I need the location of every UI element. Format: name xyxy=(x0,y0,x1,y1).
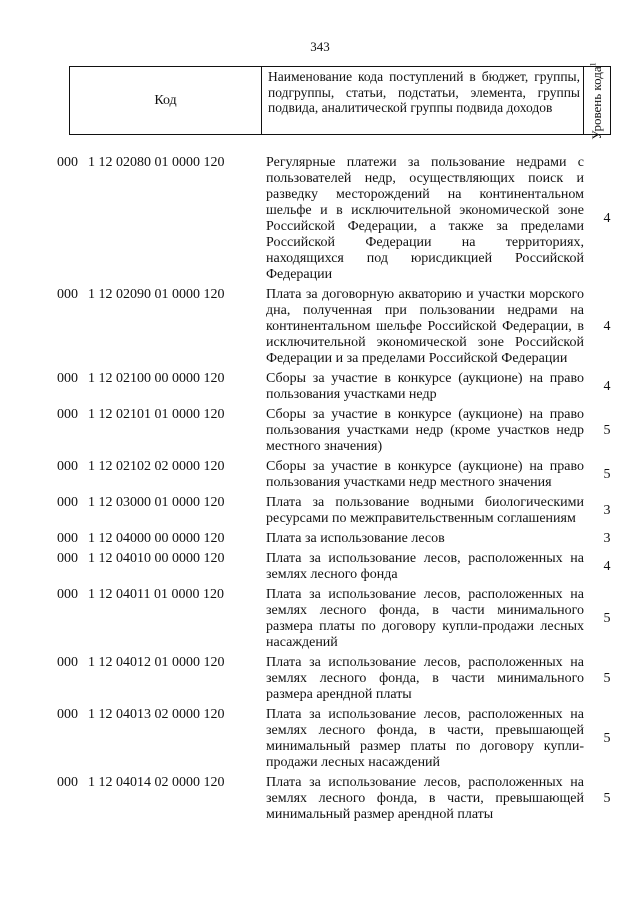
table-row xyxy=(0,775,640,823)
row-group-code: 000 xyxy=(57,287,78,302)
header-level-text: Уровень кода xyxy=(589,65,604,140)
row-description: Сборы за участие в конкурсе (аукционе) на право пользования участками недр xyxy=(266,371,584,402)
row-code: 1 12 04010 00 0000 120 xyxy=(88,551,225,566)
row-group-code: 000 xyxy=(57,531,78,546)
header-level-label xyxy=(588,61,604,140)
row-description: Плата за использование лесов, расположенных на землях лесного фонда, в части минимального размера арендной платы xyxy=(266,655,584,702)
row-group-code: 000 xyxy=(57,495,78,510)
row-group-code: 000 xyxy=(57,707,78,722)
table-row xyxy=(0,551,640,583)
page-number: 343 xyxy=(310,39,330,54)
row-group-code: 000 xyxy=(57,407,78,422)
row-code: 1 12 04013 02 0000 120 xyxy=(88,707,225,722)
header-name: Наименование кода поступлений в бюджет, группы, подгруппы, статьи, подстатьи, элемента, группы подвида, аналитической группы подвида доходов xyxy=(262,67,584,134)
table-body xyxy=(0,155,640,827)
table-row xyxy=(0,459,640,491)
row-level: 5 xyxy=(603,671,611,686)
row-code: 1 12 04012 01 0000 120 xyxy=(88,655,225,670)
row-description: Сборы за участие в конкурсе (аукционе) на право пользования участками недр местного значения xyxy=(266,459,584,490)
row-description: Плата за использование лесов, расположенных на землях лесного фонда, в части минимального размера платы по договору купли-продажи лесных насаждений xyxy=(266,587,584,650)
table-row xyxy=(0,587,640,651)
row-description: Плата за использование лесов, расположенных на землях лесного фонда xyxy=(266,551,584,582)
row-level: 3 xyxy=(603,503,611,518)
row-group-code: 000 xyxy=(57,655,78,670)
table-row xyxy=(0,495,640,527)
row-code: 1 12 04011 01 0000 120 xyxy=(88,587,224,602)
table-header xyxy=(69,61,611,140)
header-code-label: Код xyxy=(154,92,177,108)
table-row xyxy=(0,287,640,367)
table-row xyxy=(0,655,640,703)
row-code: 1 12 02080 01 0000 120 xyxy=(88,155,225,170)
row-level: 5 xyxy=(603,611,611,626)
row-description: Плата за использование лесов xyxy=(266,531,445,546)
table-row xyxy=(0,371,640,403)
table-row xyxy=(0,407,640,455)
row-group-code: 000 xyxy=(57,371,78,386)
header-level xyxy=(584,61,610,140)
row-level: 5 xyxy=(603,731,611,746)
table-row xyxy=(0,707,640,771)
row-level: 4 xyxy=(603,319,611,334)
row-code: 1 12 04000 00 0000 120 xyxy=(88,531,225,546)
row-group-code: 000 xyxy=(57,459,78,474)
header-level-footnote: 1 xyxy=(588,61,598,66)
row-code: 1 12 02102 02 0000 120 xyxy=(88,459,225,474)
row-description: Плата за использование лесов, расположенных на землях лесного фонда, в части, превышающей минимальный размер арендной платы xyxy=(266,775,584,822)
row-level: 4 xyxy=(603,379,611,394)
row-description: Плата за использование лесов, расположенных на землях лесного фонда, в части, превышающей минимальный размер платы по договору купли-продажи лесных насаждений xyxy=(266,707,584,770)
row-level: 5 xyxy=(603,791,611,806)
row-level: 4 xyxy=(603,211,611,226)
row-code: 1 12 03000 01 0000 120 xyxy=(88,495,225,510)
table-row xyxy=(0,155,640,283)
row-group-code: 000 xyxy=(57,775,78,790)
row-code: 1 12 04014 02 0000 120 xyxy=(88,775,225,790)
row-description: Регулярные платежи за пользование недрами с пользователей недр, осуществляющих поиск и разведку месторождений на континентальном шельфе и в исключительной экономической зоне Российской Федерации, а также за пределами Российской Федерации на территориях, находящихся под юрисдикцией Российской Федерации xyxy=(266,155,584,282)
row-group-code: 000 xyxy=(57,587,78,602)
row-level: 5 xyxy=(603,467,611,482)
row-group-code: 000 xyxy=(57,551,78,566)
row-level: 4 xyxy=(603,559,611,574)
row-code: 1 12 02101 01 0000 120 xyxy=(88,407,225,422)
header-code xyxy=(70,67,262,134)
table-row xyxy=(0,531,640,547)
row-description: Сборы за участие в конкурсе (аукционе) на право пользования участками недр (кроме участков недр местного значения) xyxy=(266,407,584,454)
row-level: 3 xyxy=(603,531,611,546)
row-code: 1 12 02100 00 0000 120 xyxy=(88,371,225,386)
row-description: Плата за договорную акваторию и участки морского дна, полученная при пользовании недрами на континентальном шельфе Российской Федерации, в исключительной экономической зоне Российской Федерации и за пределами Российской Федерации xyxy=(266,287,584,366)
row-group-code: 000 xyxy=(57,155,78,170)
row-description: Плата за пользование водными биологическими ресурсами по межправительственным соглашениям xyxy=(266,495,584,526)
row-code: 1 12 02090 01 0000 120 xyxy=(88,287,225,302)
row-level: 5 xyxy=(603,423,611,438)
